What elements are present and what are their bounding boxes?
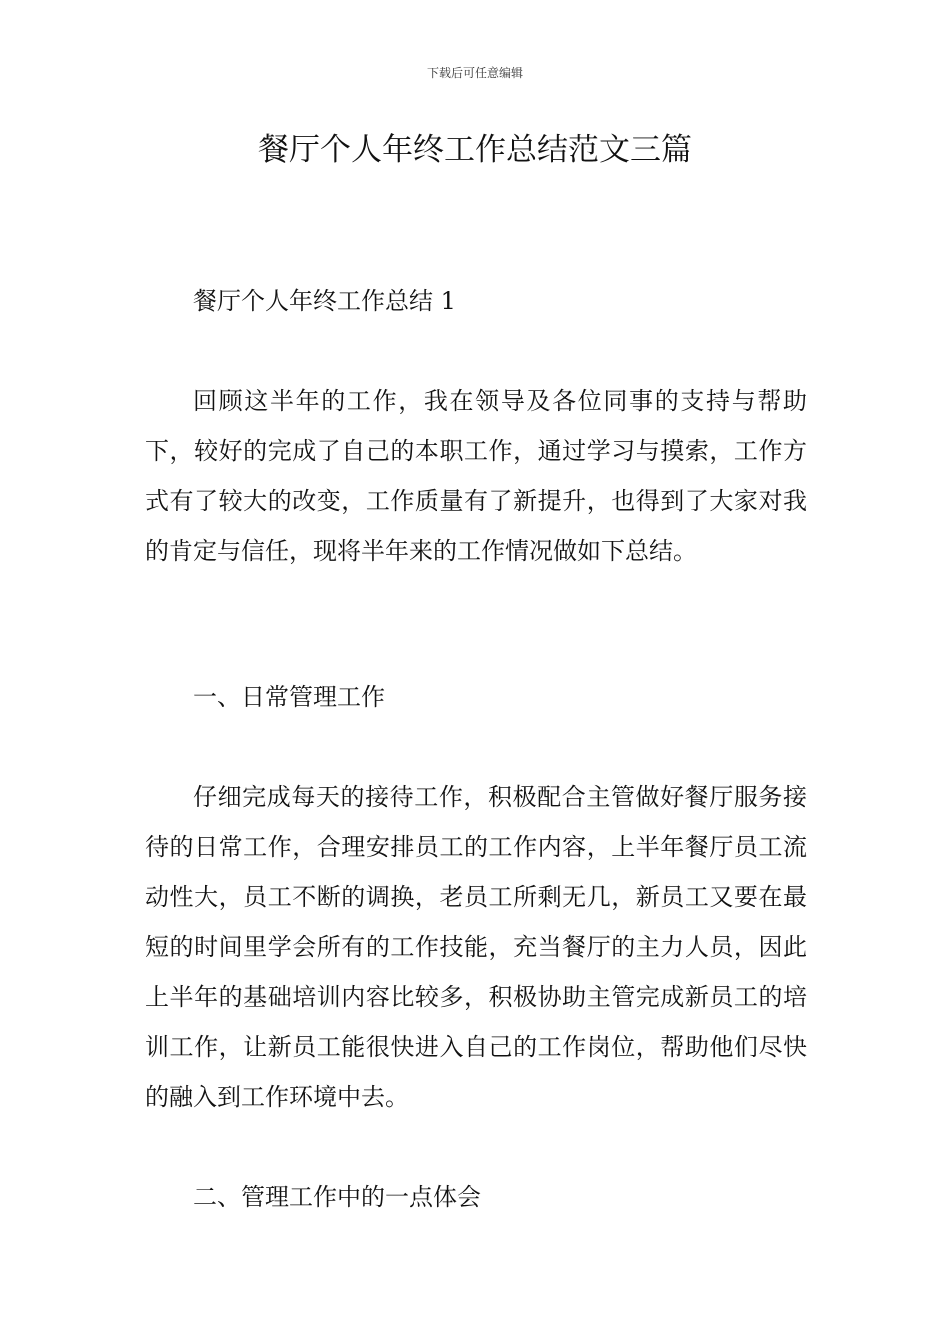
paragraph-daily-management: 仔细完成每天的接待工作，积极配合主管做好餐厅服务接待的日常工作，合理安排员工的工作内容，上半年餐厅员工流动性大，员工不断的调换，老员工所剩无几，新员工又要在最短的时间里学会所有的工作技能，充当餐厅的主力人员，因此上半年的基础培训内容比较多，积极协助主管完成新员工的培训工作，让新员工能很快进入自己的工作岗位，帮助他们尽快的融入到工作环境中去。 bbox=[145, 783, 807, 1111]
section-subtitle: 餐厅个人年终工作总结 1 bbox=[193, 287, 456, 315]
document-title: 餐厅个人年终工作总结范文三篇 bbox=[258, 132, 692, 168]
heading-management-insight: 二、管理工作中的一点体会 bbox=[193, 1183, 481, 1211]
heading-daily-management: 一、日常管理工作 bbox=[193, 683, 385, 711]
header-note: 下载后可任意编辑 bbox=[426, 66, 523, 80]
paragraph-review: 回顾这半年的工作，我在领导及各位同事的支持与帮助下，较好的完成了自己的本职工作，通过学习与摸索，工作方式有了较大的改变，工作质量有了新提升，也得到了大家对我的肯定与信任，现将半年来的工作情况做如下总结。 bbox=[145, 387, 807, 565]
